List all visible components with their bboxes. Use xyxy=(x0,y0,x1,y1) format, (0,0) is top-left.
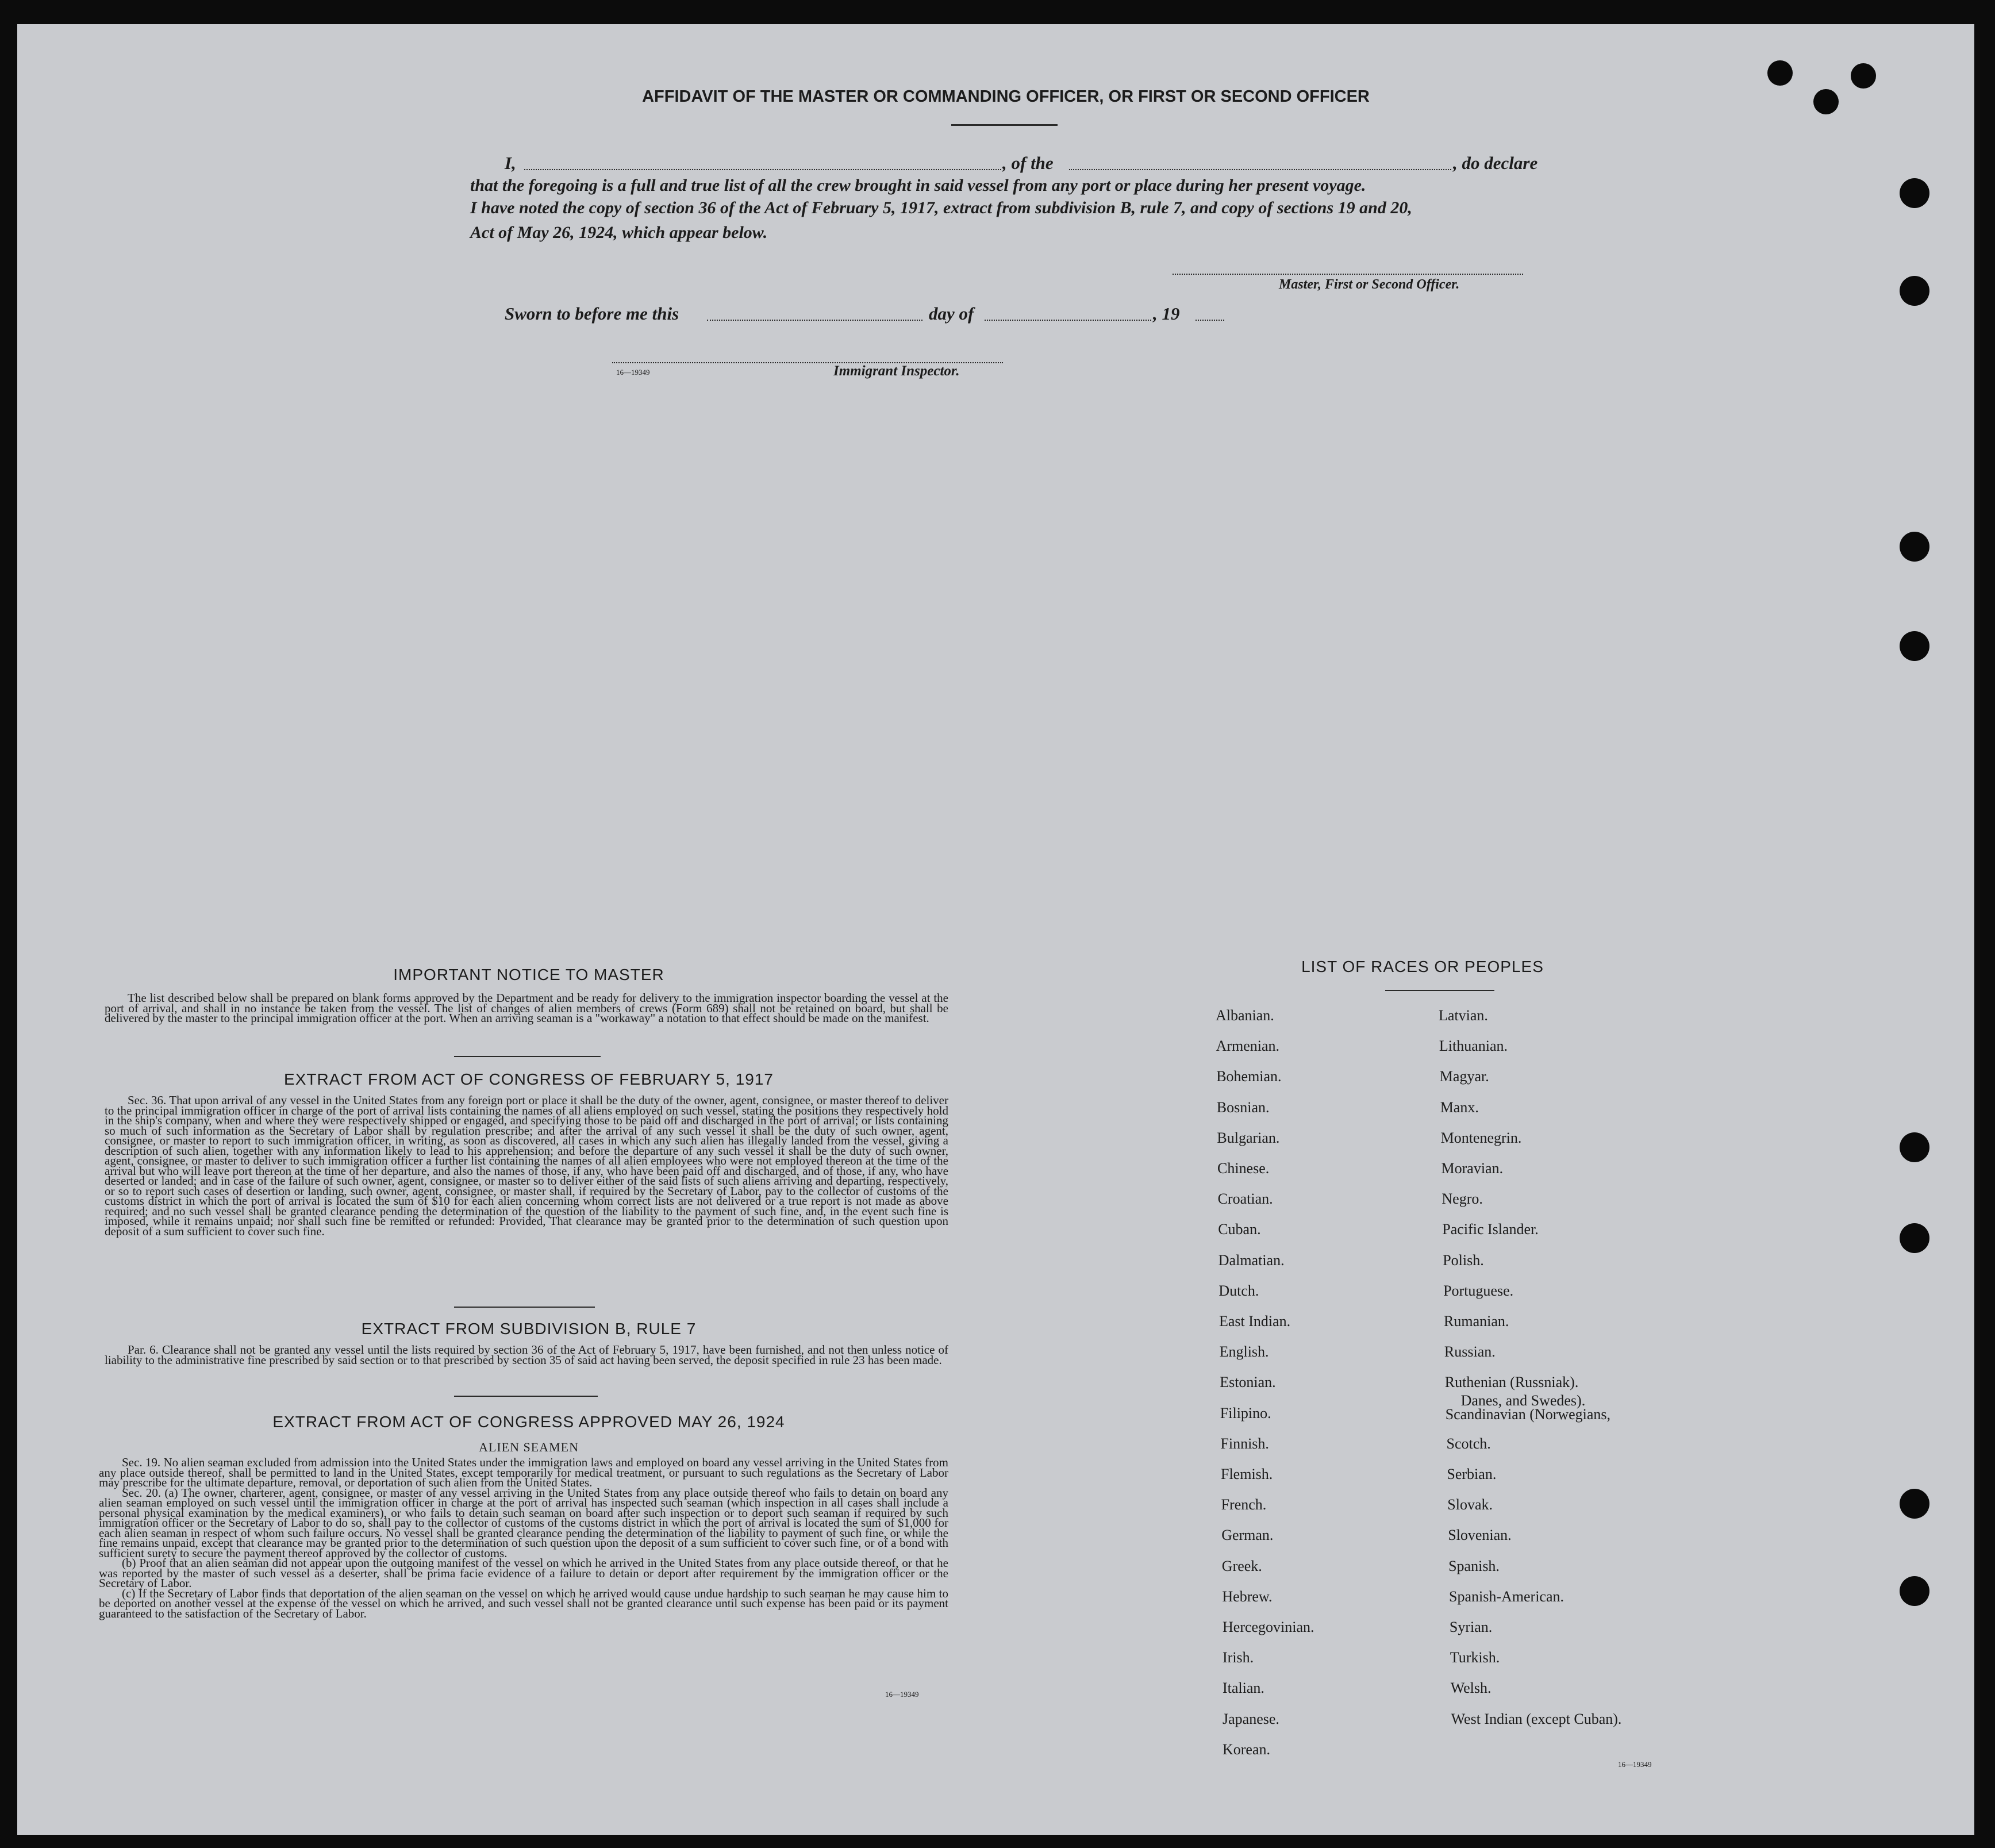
race-item: English. xyxy=(1219,1343,1269,1361)
sec-36-paragraph: Sec. 36. That upon arrival of any vessel in the United States from any foreign port or place it shall be the duty of the owner, agent, consignee, or master thereof to deliver to the principal immigration officer in charge of the port of arrival lists containing the names of all aliens employed on such vessel, stating the positions they respectively hold in the ship's company, when and where they were respectively shipped or engaged, and specifying those to be paid off and discharged in the port of arrival; or lists containing so much of such information as the Secretary of Labor shall by regulation prescribe; and after the arrival of any such vessel it shall be the duty of such owner, agent, consignee, or master to report to such immigration officer, in writing, as soon as discovered, all cases in which any such alien has illegally landed from the vessel, giving a description of such alien, together with any information likely to lead to his apprehension; and before the departure of any such vessel it shall be the duty of such owner, agent, consignee, or master to deliver to such immigration officer a further list containing the names of all alien employees who were not employed thereon at the time of the arrival but who will leave port thereon at the time of her departure, and also the names of those, if any, who have been paid off and discharged, and of those, if any, who have deserted or landed; and in case of the failure of such owner, agent, consignee, or master so to deliver either of the said lists of such aliens arriving and departing, respectively, or so to report such cases of desertion or landing, such owner, agent, consignee, or master shall, if required by the Secretary of Labor, pay to the collector of customs of the customs district in which the port of arrival is located the sum of $10 for each alien concerning whom correct lists are not delivered or a true report is not made as above required; and no such vessel shall be granted clearance pending the determination of the question of the liability to the payment of such fine, and, in the event such fine is imposed, while it remains unpaid; nor shall such fine be remitted or refunded: Provided, That clearance may be granted prior to the determination of such question upon deposit of a sum sufficient to cover such fine. xyxy=(105,1093,948,1238)
race-item: East Indian. xyxy=(1219,1313,1291,1330)
race-item: Portuguese. xyxy=(1443,1282,1514,1299)
punch-hole xyxy=(1900,1489,1929,1519)
declaration-do-declare: , do declare xyxy=(1453,153,1538,173)
sec-20b-paragraph: (b) Proof that an alien seaman did not appear upon the outgoing manifest of the vessel on which he arrived in the United States from any place outside thereof, or that he was reported by the master of such vessel as a deserter, shall be prima facie evidence of a failure to detain or deport after requirement by the immigration officer or the Secretary of Labor. xyxy=(99,1556,948,1590)
race-item: Japanese. xyxy=(1223,1710,1279,1727)
race-item: Slovenian. xyxy=(1448,1527,1512,1544)
race-item: Pacific Islander. xyxy=(1442,1221,1539,1238)
notice-body xyxy=(105,993,948,1024)
race-item: German. xyxy=(1221,1527,1274,1544)
race-item: Chinese. xyxy=(1217,1160,1270,1177)
extract-1917-body xyxy=(105,1093,948,1238)
race-item: Hercegovinian. xyxy=(1223,1619,1314,1635)
declaration-of-the: , of the xyxy=(1002,153,1054,173)
declaration-line-2: that the foregoing is a full and true list of all the crew brought in said vessel from any port or place during her present voyage. xyxy=(470,176,1366,195)
race-item: Estonian. xyxy=(1220,1374,1276,1391)
punch-hole xyxy=(1900,276,1929,306)
race-item: Ruthenian (Russniak). xyxy=(1444,1374,1579,1391)
race-item: West Indian (except Cuban). xyxy=(1451,1710,1622,1727)
race-item: Spanish-American. xyxy=(1449,1588,1565,1605)
sworn-day-blank xyxy=(707,320,922,321)
punch-hole xyxy=(1900,178,1929,208)
sec-19-paragraph: Sec. 19. No alien seaman excluded from admission into the United States under the immigration laws and employed on board any vessel arriving in the United States from any place outside thereof, shall be permitted to land in the United States, except temporarily for medical treatment, or pursuant to such regulations as the Secretary of Labor may prescribe for the ultimate departure, removal, or deportation of such alien from the United States. xyxy=(99,1455,948,1489)
race-item: Filipino. xyxy=(1220,1404,1271,1421)
race-item: Armenian. xyxy=(1216,1038,1280,1055)
race-item: Spanish. xyxy=(1448,1557,1500,1574)
race-item: Manx. xyxy=(1440,1098,1479,1116)
race-item: Italian. xyxy=(1223,1680,1264,1697)
race-item: Cuban. xyxy=(1218,1221,1261,1238)
race-item: Finnish. xyxy=(1220,1435,1269,1452)
race-item: Bulgarian. xyxy=(1217,1129,1280,1146)
rule-7-body xyxy=(105,1345,948,1365)
section-divider xyxy=(454,1056,601,1057)
races-title: LIST OF RACES OR PEOPLES xyxy=(1301,958,1544,975)
extract-1924-body xyxy=(99,1455,948,1620)
inspector-caption: Immigrant Inspector. xyxy=(833,363,960,379)
race-item: Negro. xyxy=(1442,1190,1483,1208)
sworn-text: Sworn to before me this xyxy=(505,303,679,324)
sworn-year-blank xyxy=(1196,320,1224,321)
race-item: Bosnian. xyxy=(1216,1098,1270,1116)
race-item: Montenegrin. xyxy=(1440,1129,1522,1146)
declaration-i: I, xyxy=(505,153,516,173)
sworn-month-blank xyxy=(985,320,1151,321)
form-code-races: 16—19349 xyxy=(1618,1760,1652,1769)
vessel-blank xyxy=(1069,169,1451,170)
punch-hole xyxy=(1900,631,1929,661)
races-title-underline xyxy=(1385,990,1494,991)
race-item: Serbian. xyxy=(1447,1466,1497,1482)
notice-title: IMPORTANT NOTICE TO MASTER xyxy=(393,966,664,983)
race-item: Hebrew. xyxy=(1222,1588,1273,1605)
punch-hole xyxy=(1900,1132,1929,1162)
race-item: Flemish. xyxy=(1221,1466,1273,1482)
extract-1924-title: EXTRACT FROM ACT OF CONGRESS APPROVED MAY 26, 1924 xyxy=(272,1413,785,1431)
race-item: Korean. xyxy=(1223,1741,1271,1758)
race-item: Greek. xyxy=(1221,1557,1262,1574)
race-item: Dalmatian. xyxy=(1218,1251,1285,1269)
race-item: Magyar. xyxy=(1439,1068,1489,1085)
punch-hole xyxy=(1767,60,1793,86)
race-item: Latvian. xyxy=(1439,1007,1488,1024)
race-item: Scandinavian (Norwegians, xyxy=(1445,1405,1611,1423)
alien-seamen-subtitle: ALIEN SEAMEN xyxy=(479,1440,579,1454)
race-item: Croatian. xyxy=(1217,1190,1273,1208)
punch-hole xyxy=(1813,89,1839,114)
sworn-line xyxy=(505,303,1309,326)
form-code-top: 16—19349 xyxy=(616,368,650,376)
extract-1917-title: EXTRACT FROM ACT OF CONGRESS OF FEBRUARY 5, 1917 xyxy=(284,1070,774,1088)
race-item: Irish. xyxy=(1223,1649,1254,1666)
race-item: Moravian. xyxy=(1441,1160,1504,1177)
name-blank xyxy=(524,169,1001,170)
race-item: Albanian. xyxy=(1216,1007,1274,1024)
declaration-line-3: I have noted the copy of section 36 of the Act of February 5, 1917, extract from subdivision B, rule 7, and copy of sections 19 and 20, xyxy=(470,198,1412,217)
race-item: Turkish. xyxy=(1450,1649,1500,1666)
punch-hole xyxy=(1851,63,1876,89)
section-divider xyxy=(454,1396,598,1397)
sec-20c-paragraph: (c) If the Secretary of Labor finds that deportation of the alien seaman on the vessel on which he arrived would cause undue hardship to such seaman he may cause him to be deported on another vessel at the expense of the vessel on which he arrived, and such vessel shall not be granted clearance until such expense has been paid or its payment guaranteed to the satisfaction of the Secretary of Labor. xyxy=(99,1586,948,1620)
race-item: Bohemian. xyxy=(1216,1068,1282,1085)
declaration-line-1 xyxy=(505,153,1545,176)
punch-hole xyxy=(1900,532,1929,562)
declaration-line-4: Act of May 26, 1924, which appear below. xyxy=(470,223,768,242)
signature-line xyxy=(1173,274,1523,275)
punch-hole xyxy=(1900,1576,1929,1606)
signature-caption: Master, First or Second Officer. xyxy=(1279,277,1460,292)
form-code-bottom-left: 16—19349 xyxy=(885,1690,919,1699)
notice-paragraph: The list described below shall be prepared on blank forms approved by the Department and be ready for delivery to the immigration inspector boarding the vessel at the port of arrival, and shall in no instance be taken from the vessel. The list of changes of alien members of crews (Form 689) shall not be retained on board, but shall be delivered by the master to the principal immigration officer at the port. When an arriving seaman is a "workaway" a notation to that effect should be made on the manifest. xyxy=(105,991,948,1025)
race-item: Lithuanian. xyxy=(1439,1038,1508,1055)
punch-hole xyxy=(1900,1223,1929,1253)
sec-20a-paragraph: Sec. 20. (a) The owner, charterer, agent, consignee, or master of any vessel arriving in the United States from any place outside thereof who fails to detain on board any alien seaman employed on such vessel until the immigration officer in charge at the port of arrival has inspected such seaman (which inspection in all cases shall include a personal physical examination by the medical examiners), or who fails to detain such seaman on board after such inspection or to deport such seaman if required by such immigration officer or the Secretary of Labor to do so, shall pay to the collector of customs of the customs district in which the port of arrival is located the sum of $1,000 for each alien seaman in respect of whom such failure occurs. No vessel shall be granted clearance pending the determination of the liability to payment of such fine, or while the fine remains unpaid, except that clearance may be granted prior to the determination of such question upon the deposit of a sum sufficient to cover such fine, or of a bond with sufficient surety to secure the payment thereof approved by the collector of customs. xyxy=(99,1485,948,1560)
sworn-year: , 19 xyxy=(1153,303,1180,324)
race-item: Dutch. xyxy=(1218,1282,1259,1299)
sworn-day-of: day of xyxy=(929,303,974,324)
race-item: Scotch. xyxy=(1446,1435,1491,1452)
race-item: French. xyxy=(1221,1496,1267,1513)
rule-7-title: EXTRACT FROM SUBDIVISION B, RULE 7 xyxy=(361,1320,697,1338)
race-item: Welsh. xyxy=(1450,1680,1492,1697)
section-divider xyxy=(454,1307,595,1308)
race-item: Syrian. xyxy=(1449,1619,1493,1635)
par-6-paragraph: Par. 6. Clearance shall not be granted any vessel until the lists required by section 36 of the Act of February 5, 1917, have been furnished, and not then unless notice of liability to the administrative fine prescribed by said section or to that prescribed by section 35 of said act having been served, the deposit specified in rule 23 has been made. xyxy=(105,1343,948,1367)
race-item: Russian. xyxy=(1444,1343,1496,1361)
affidavit-title: AFFIDAVIT OF THE MASTER OR COMMANDING OFFICER, OR FIRST OR SECOND OFFICER xyxy=(642,87,1370,106)
race-item: Rumanian. xyxy=(1444,1313,1509,1330)
race-item: Polish. xyxy=(1443,1251,1484,1269)
race-item: Slovak. xyxy=(1447,1496,1493,1513)
title-underline xyxy=(951,124,1058,126)
race-item: Danes, and Swedes). xyxy=(1460,1392,1586,1409)
